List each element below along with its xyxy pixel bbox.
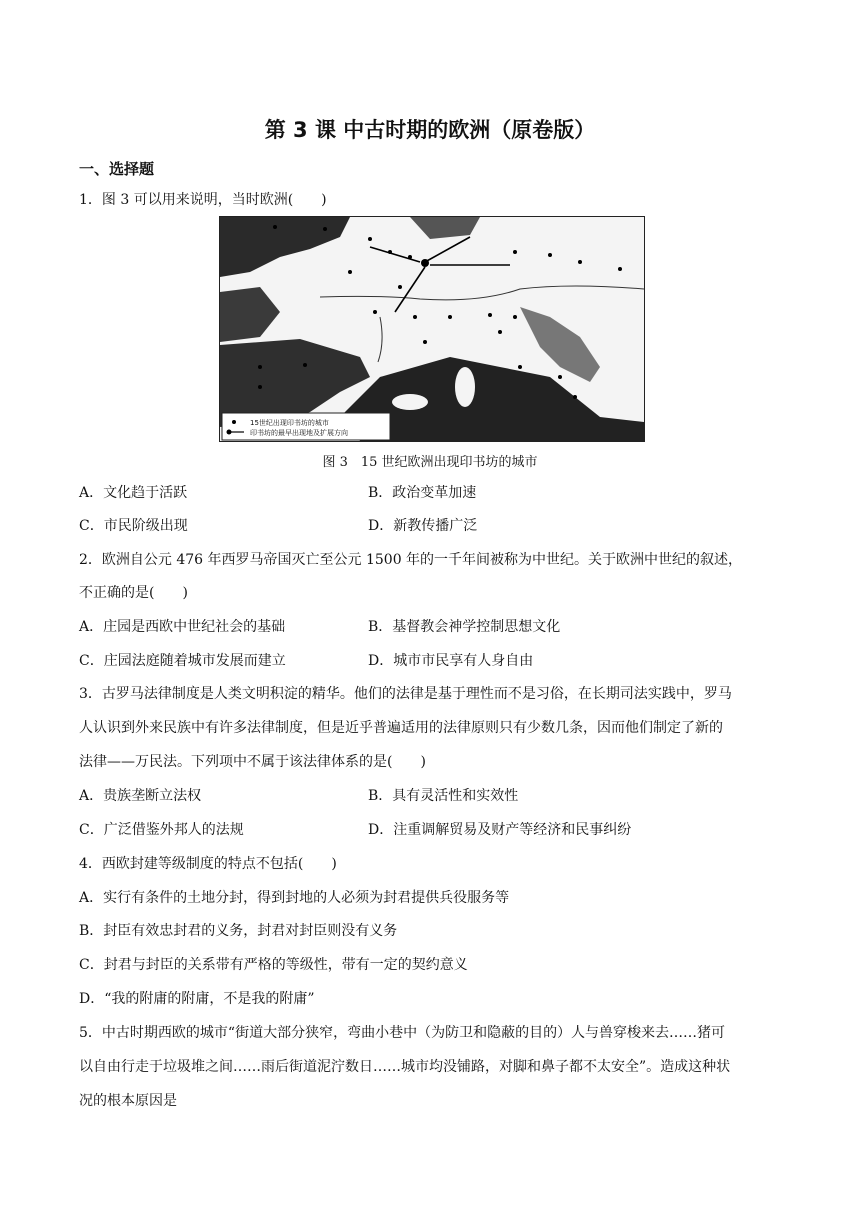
question-5-stem-line1: 5．中古时期西欧的城市“街道大部分狭窄，弯曲小巷中（为防卫和隐蔽的目的）人与兽穿梭来去……猪可 [79,1025,726,1041]
question-5-stem-line2: 以自由行走于垃圾堆之间……雨后街道泥泞数日……城市均没铺路，对脚和鼻子都不太安全”。造成这种状 [79,1059,731,1075]
q1-option-b: B．政治变革加速 [368,485,477,501]
europe-map-image [220,217,644,441]
figure-caption: 图 3 15 世纪欧洲出现印书坊的城市 [322,455,538,470]
q2-option-c: C．庄园法庭随着城市发展而建立 [79,653,286,669]
q4-option-b: B．封臣有效忠封君的义务，封君对封臣则没有义务 [79,923,398,939]
q3-option-a: A．贵族垄断立法权 [79,788,202,804]
q3-option-b: B．具有灵活性和实效性 [368,788,519,804]
q3-option-c: C．广泛借鉴外邦人的法规 [79,822,244,838]
question-1-stem: 1．图 3 可以用来说明，当时欧洲( ) [79,192,327,208]
question-3-stem-line3: 法律——万民法。下列项中不属于该法律体系的是( ) [79,754,426,770]
q1-option-d: D．新教传播广泛 [368,518,478,534]
q1-option-a: A．文化趋于活跃 [79,485,188,501]
q4-option-a: A．实行有条件的土地分封，得到封地的人必须为封君提供兵役服务等 [79,890,510,906]
q1-option-c: C．市民阶级出现 [79,518,188,534]
map-legend-arrow: 印书坊的最早出现地及扩展方向 [250,429,348,437]
question-2-stem-line1: 2．欧洲自公元 476 年西罗马帝国灭亡至公元 1500 年的一千年间被称为中世纪。关于欧洲中世纪的叙述， [79,552,743,568]
figure-3-map [219,216,645,442]
q2-option-a: A．庄园是西欧中世纪社会的基础 [79,619,286,635]
q4-option-d: D．“我的附庸的附庸，不是我的附庸” [79,991,315,1007]
question-5-stem-line3: 况的根本原因是 [79,1093,177,1109]
section-heading: 一、选择题 [79,160,155,178]
q2-option-b: B．基督教会神学控制思想文化 [368,619,561,635]
page-title: 第 3 课 中古时期的欧洲（原卷版） [264,118,596,142]
question-3-stem-line2: 人认识到外来民族中有许多法律制度，但是近乎普遍适用的法律原则只有少数几条，因而他们制定了新的 [79,720,723,736]
q3-option-d: D．注重调解贸易及财产等经济和民事纠纷 [368,822,632,838]
q2-option-d: D．城市市民享有人身自由 [368,653,534,669]
map-legend-cities: 15世纪出现印书坊的城市 [250,419,329,427]
q4-option-c: C．封君与封臣的关系带有严格的等级性，带有一定的契约意义 [79,957,468,973]
question-3-stem-line1: 3．古罗马法律制度是人类文明积淀的精华。他们的法律是基于理性而不是习俗，在长期司法实践中，罗马 [79,686,732,702]
question-4-stem: 4．西欧封建等级制度的特点不包括( ) [79,856,337,872]
question-2-stem-line2: 不正确的是( ) [79,585,188,601]
